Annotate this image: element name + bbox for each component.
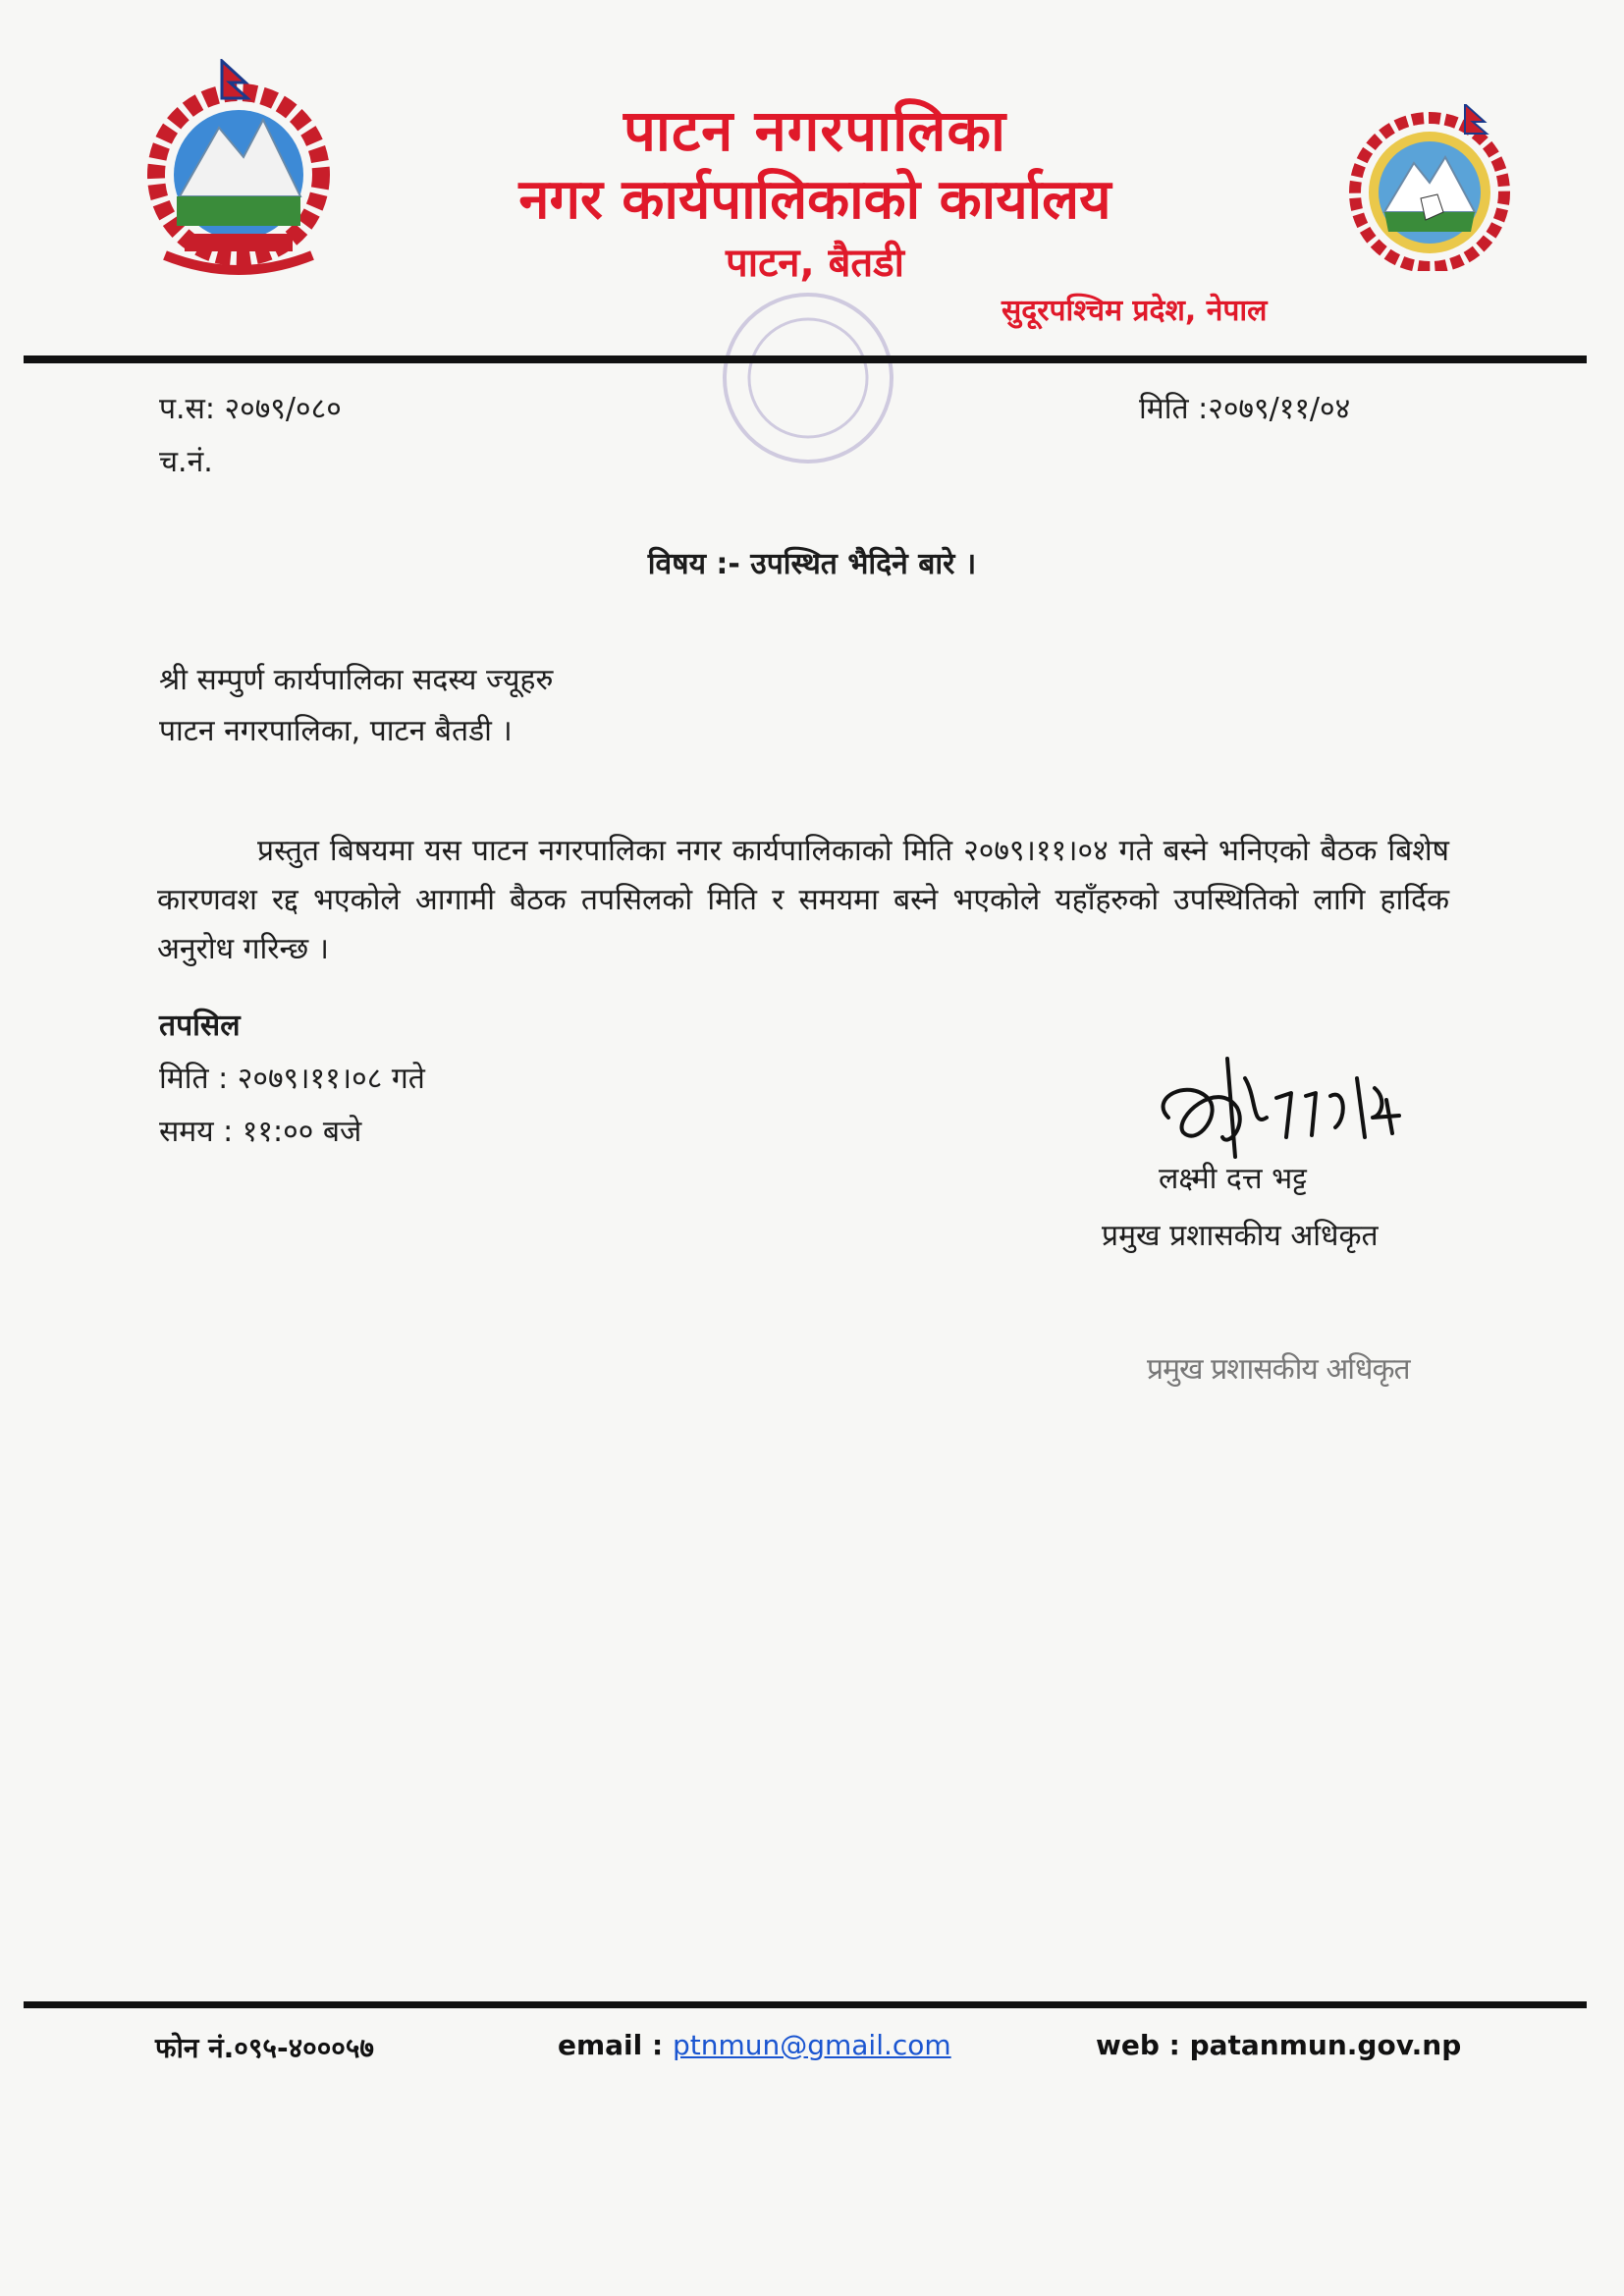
email-label: email :: [558, 2029, 673, 2061]
dispatch-number: च.नं.: [159, 445, 213, 479]
office-name: नगर कार्यपालिकाको कार्यालय: [518, 168, 1111, 232]
office-title: [373, 96, 1257, 291]
designation-stamp: प्रमुख प्रशासकीय अधिकृत: [1147, 1352, 1410, 1387]
addressee-line-1: श्री सम्पुर्ण कार्यपालिका सदस्य ज्यूहरु: [159, 663, 554, 697]
letter-subject: विषय :- उपस्थित भैदिने बारे ।: [647, 547, 977, 581]
municipality-name: पाटन नगरपालिका: [623, 97, 1007, 164]
letter-date: मिति :२०७९/११/०४: [1139, 392, 1351, 426]
signatory-name: लक्ष्मी दत्त भट्ट: [1159, 1162, 1307, 1196]
footer-web: web : patanmun.gov.np: [1096, 2029, 1462, 2061]
office-seal-icon: [715, 285, 901, 471]
reference-number: प.स: २०७९/०८०: [159, 392, 342, 426]
office-location: पाटन, बैतडी: [726, 241, 904, 286]
schedule-heading: तपसिल: [159, 1009, 241, 1043]
province-line: सुदूरपश्चिम प्रदेश, नेपाल: [1001, 294, 1268, 328]
header-divider: [24, 355, 1587, 363]
footer-email: [558, 2029, 951, 2061]
province-emblem-icon: [1327, 104, 1532, 271]
email-link[interactable]: ptnmun@gmail.com: [672, 2029, 951, 2061]
signatory-title: प्रमुख प्रशासकीय अधिकृत: [1102, 1219, 1379, 1253]
signature-icon: [1129, 1039, 1443, 1176]
footer-phone: फोन नं.०९५-४०००५७: [155, 2032, 374, 2064]
addressee-line-2: पाटन नगरपालिका, पाटन बैतडी ।: [159, 714, 513, 748]
schedule-date: मिति : २०७९।११।०८ गते: [159, 1062, 425, 1096]
letter-body: प्रस्तुत बिषयमा यस पाटन नगरपालिका नगर कार्यपालिकाको मिति २०७९।११।०४ गते बस्ने भनिएको बैठक बिशेष कारणवश रद्द भएकोले आगामी बैठक तपसिलको मिति र समयमा बस्ने भएकोले यहाँहरुको उपस्थितिको लागि हार्दिक अनुरोध गरिन्छ ।: [157, 834, 1449, 966]
footer-divider: [24, 2001, 1587, 2008]
nepal-emblem-icon: [126, 59, 352, 285]
schedule-time: समय : ११:०० बजे: [159, 1115, 362, 1149]
